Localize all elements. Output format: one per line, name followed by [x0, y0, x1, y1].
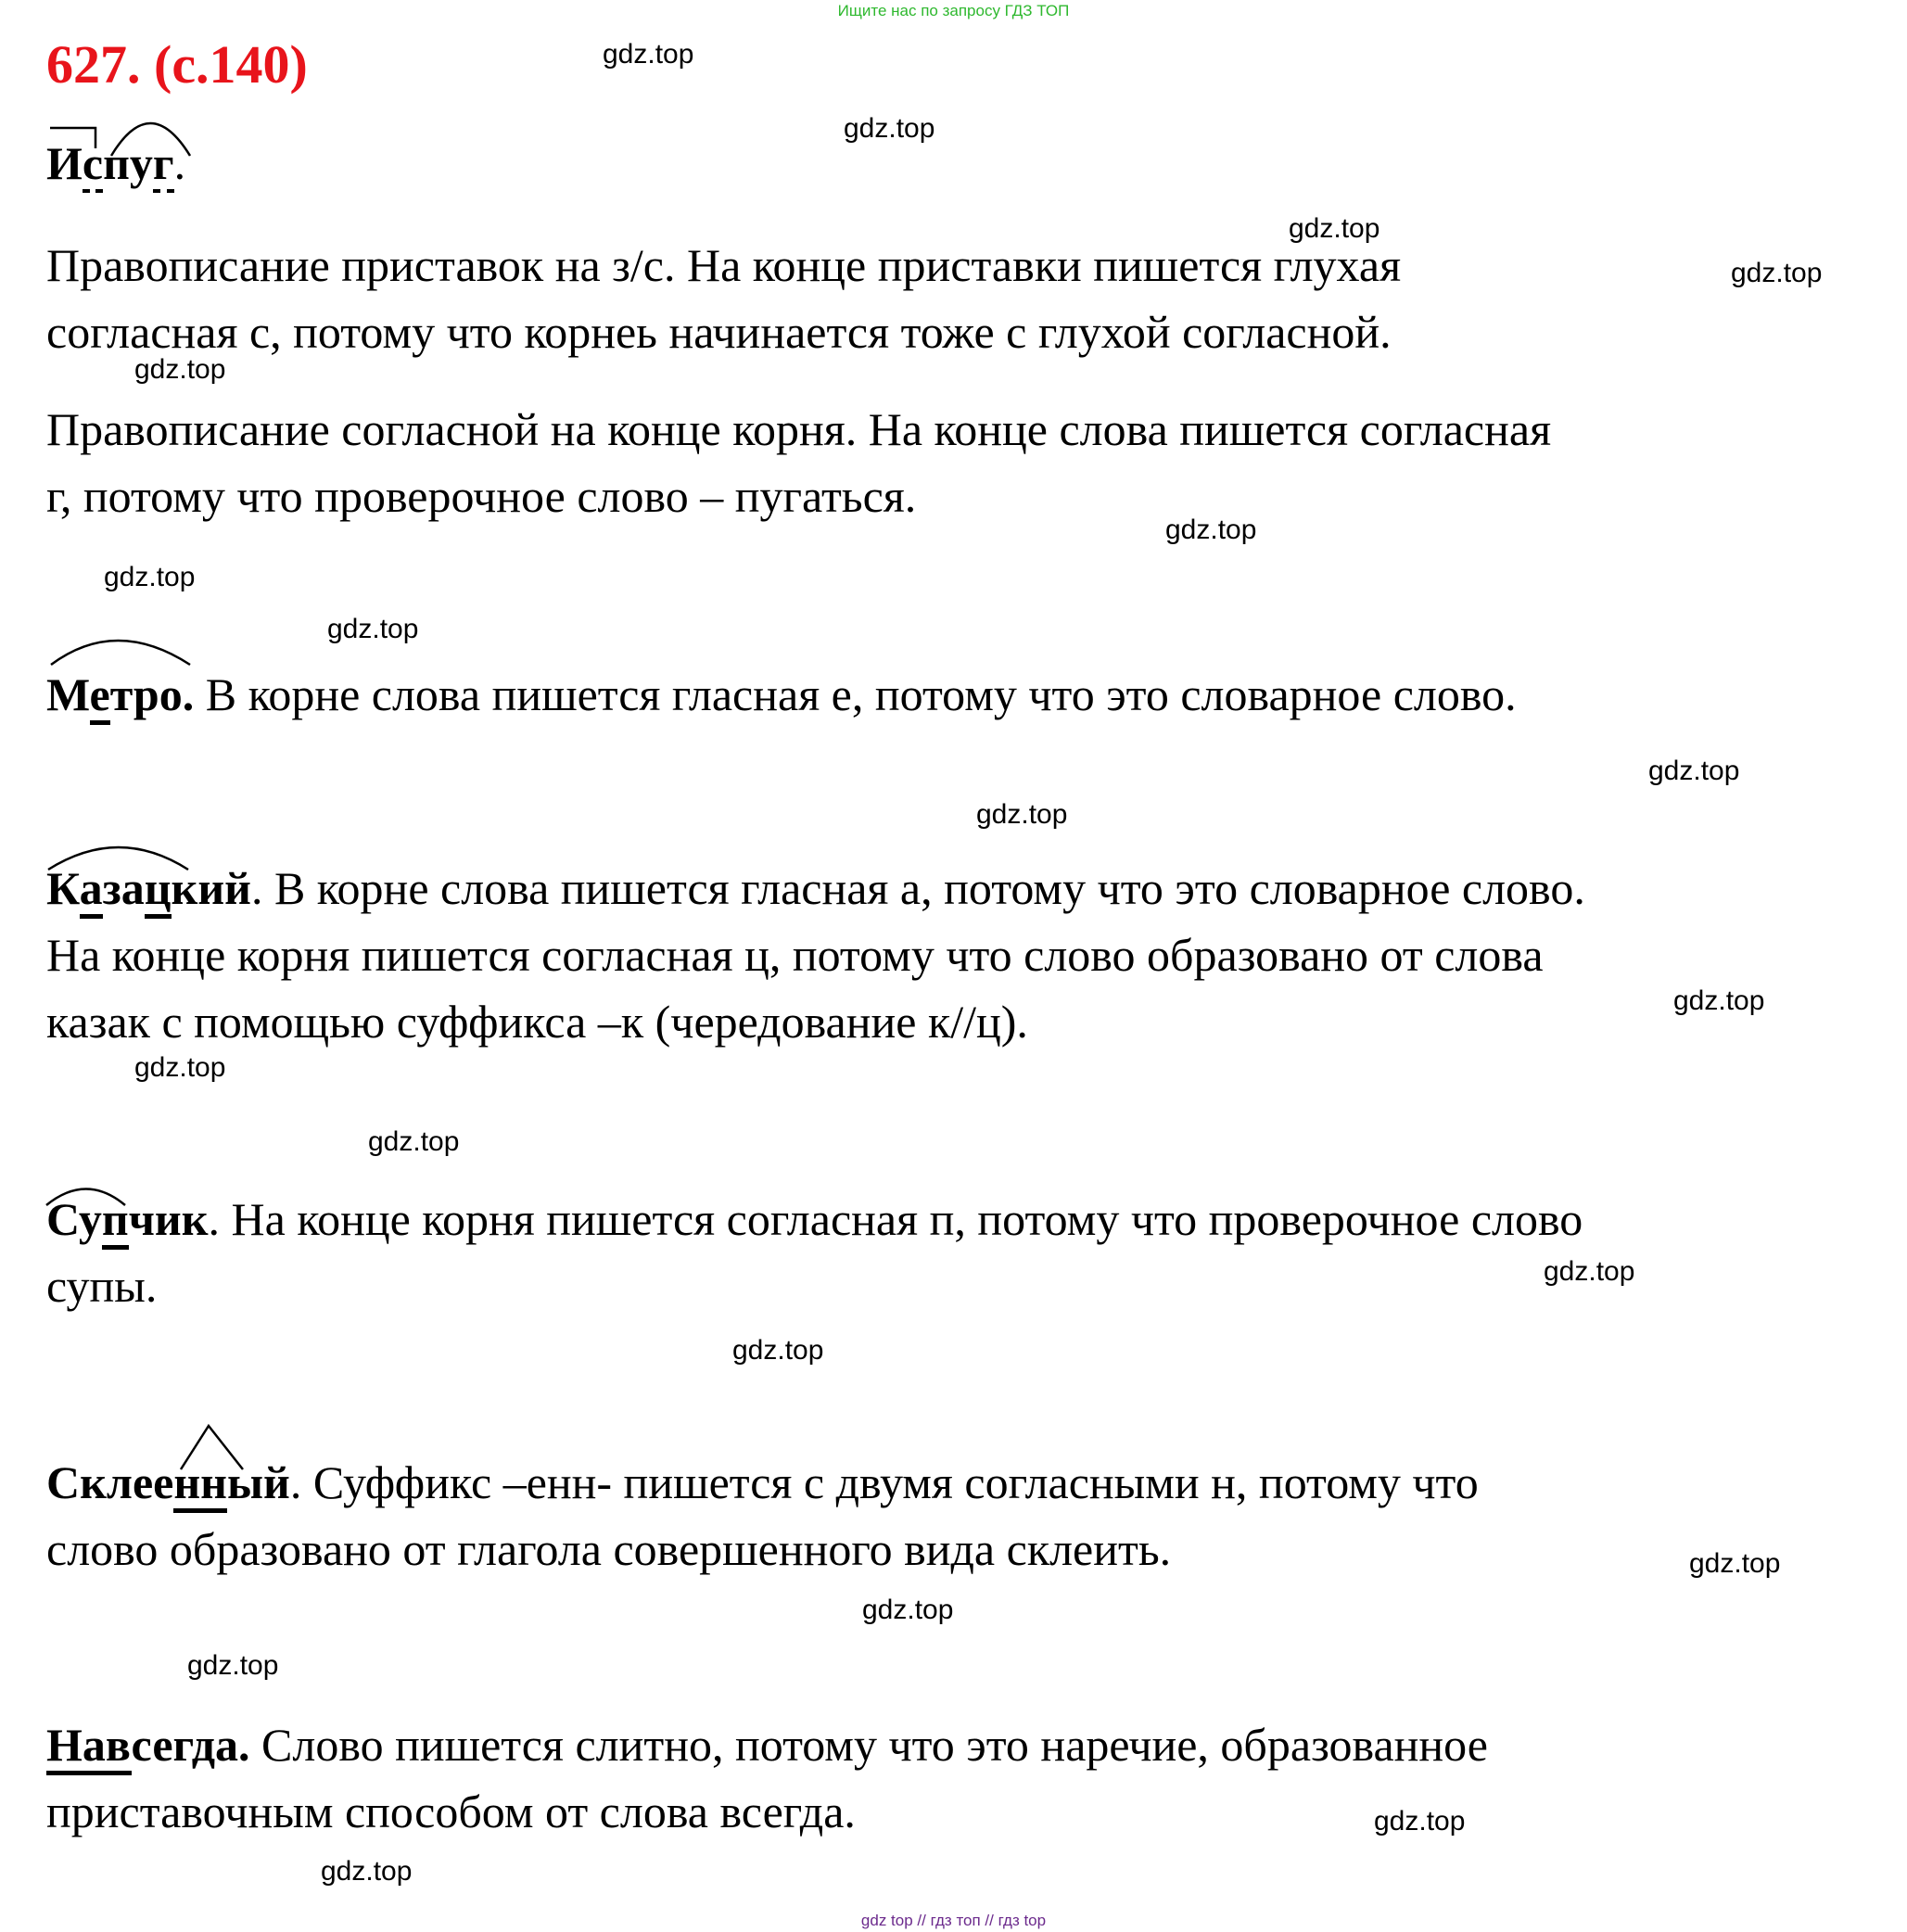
watermark: gdz.top: [1648, 756, 1740, 786]
watermark: gdz.top: [603, 39, 694, 70]
watermark: gdz.top: [1689, 1548, 1781, 1579]
word-supchik: Супчик: [46, 1193, 209, 1250]
exercise-title: 627. (с.140): [46, 34, 308, 95]
word-ispug: Испуг: [46, 137, 174, 193]
paragraph-line: Правописание приставок на з/с. На конце приставки пишется глухая: [46, 239, 1402, 291]
watermark: gdz.top: [321, 1856, 413, 1887]
paragraph-line: На конце корня пишется согласная ц, потому что слово образовано от слова: [46, 929, 1544, 981]
paragraph-line: казак с помощью суффикса –к (чередование к//ц).: [46, 996, 1028, 1048]
watermark: gdz.top: [327, 614, 419, 644]
word-line-supchik: Супчик. На конце корня пишется согласная п, потому что проверочное слово: [46, 1186, 1882, 1252]
watermark: gdz.top: [1673, 985, 1765, 1016]
footer-links[interactable]: gdz top // гдз топ // гдз top: [860, 1912, 1047, 1929]
watermark: gdz.top: [134, 1052, 226, 1083]
word-navsegda: Навсегда.: [46, 1719, 250, 1775]
word-kazatsky: Казацкий: [46, 862, 251, 919]
watermark: gdz.top: [104, 562, 196, 592]
watermark: gdz.top: [368, 1126, 460, 1157]
paragraph-line: г, потому что проверочное слово – пугаться.: [46, 470, 917, 522]
paragraph-line: согласная с, потому что корнеь начинается тоже с глухой согласной.: [46, 306, 1392, 358]
word-metro: Метро.: [46, 668, 194, 725]
paragraph-line: супы.: [46, 1260, 158, 1312]
top-note: Ищите нас по запросу ГДЗ ТОП: [837, 2, 1070, 19]
watermark: gdz.top: [1165, 515, 1257, 545]
word-skleenny: Склеенный: [46, 1456, 290, 1513]
watermark: gdz.top: [1544, 1256, 1635, 1287]
word-line-kazatsky: Казацкий. В корне слова пишется гласная а, потому что это словарное слово.: [46, 855, 1882, 922]
watermark: gdz.top: [862, 1595, 954, 1625]
word-line-navsegda: Навсегда. Слово пишется слитно, потому что это наречие, образованное: [46, 1711, 1882, 1778]
watermark: gdz.top: [1289, 213, 1380, 244]
watermark: gdz.top: [844, 113, 935, 144]
paragraph-line: приставочным способом от слова всегда.: [46, 1786, 856, 1837]
paragraph-line: слово образовано от глагола совершенного вида склеить.: [46, 1523, 1172, 1575]
watermark: gdz.top: [1731, 258, 1823, 288]
paragraph-line: Правописание согласной на конце корня. На конце слова пишется согласная: [46, 403, 1552, 455]
watermark: gdz.top: [976, 799, 1068, 830]
watermark: gdz.top: [732, 1335, 824, 1366]
watermark: gdz.top: [1374, 1806, 1466, 1837]
watermark: gdz.top: [134, 354, 226, 385]
word-line-ispug: Испуг.: [46, 130, 1882, 197]
word-line-skleenny: Склеенный. Суффикс –енн- пишется с двумя согласными н, потому что: [46, 1449, 1882, 1516]
word-line-metro: Метро. В корне слова пишется гласная е, потому что это словарное слово.: [46, 661, 1882, 728]
watermark: gdz.top: [187, 1650, 279, 1681]
